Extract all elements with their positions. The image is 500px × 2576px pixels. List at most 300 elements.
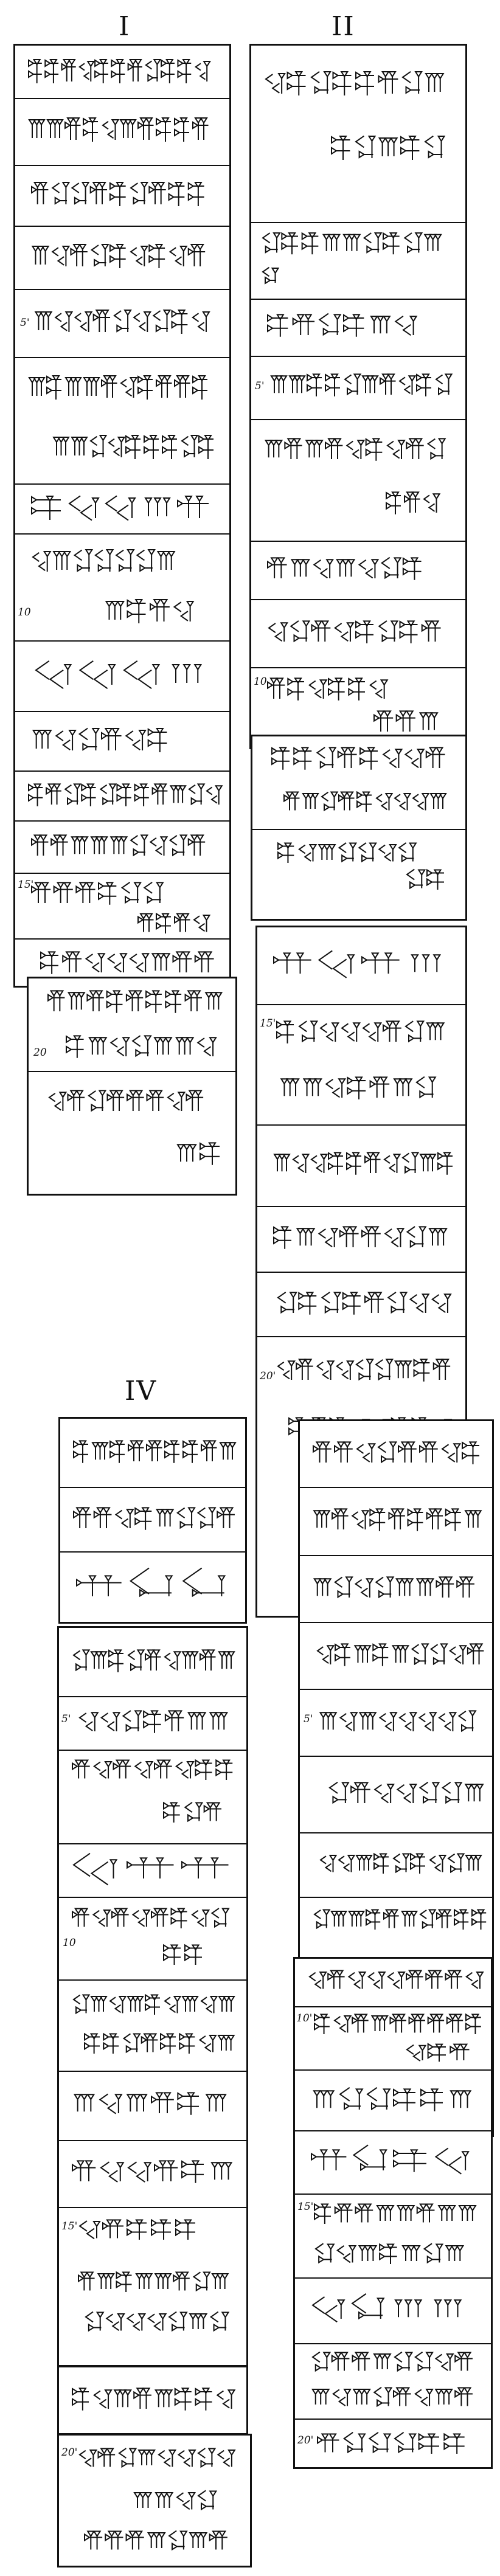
cuneiform-sign bbox=[369, 1972, 385, 1989]
cuneiform-sign bbox=[109, 437, 125, 457]
cuneiform-sign bbox=[74, 1508, 91, 1528]
line-row bbox=[300, 1421, 492, 1488]
cuneiform-sign bbox=[149, 244, 165, 268]
line-row bbox=[251, 541, 465, 600]
cuneiform-sign bbox=[134, 312, 150, 332]
cuneiform-sign-icon bbox=[30, 544, 176, 581]
cuneiform-sign bbox=[128, 2314, 145, 2331]
cuneiform-sign-icon bbox=[103, 594, 195, 631]
cuneiform-sign bbox=[117, 784, 131, 806]
cuneiform-sign bbox=[82, 784, 95, 806]
cuneiform-sign-icon bbox=[72, 1436, 237, 1470]
cuneiform-sign bbox=[135, 1508, 151, 1529]
cuneiform-sign bbox=[426, 1971, 442, 1989]
cuneiform-sign bbox=[328, 1971, 344, 1989]
cuneiform-sign bbox=[198, 1508, 215, 1528]
cuneiform-sign bbox=[165, 1996, 181, 2013]
cuneiform-sign bbox=[408, 1509, 423, 1531]
cuneiform-sign bbox=[311, 2150, 346, 2170]
cuneiform-sign bbox=[428, 2044, 446, 2062]
cuneiform-sign bbox=[210, 1712, 227, 1729]
cuneiform-sign bbox=[46, 784, 61, 805]
cuneiform-sign bbox=[349, 1972, 365, 1989]
cuneiform-sign bbox=[136, 2274, 152, 2289]
cuneiform-sign bbox=[146, 60, 160, 81]
cuneiform-sign bbox=[178, 1508, 195, 1528]
cuneiform-sign bbox=[394, 2089, 415, 2111]
cuneiform-sign-icon bbox=[312, 1572, 476, 1606]
cuneiform-sign bbox=[66, 378, 81, 396]
cuneiform-sign bbox=[127, 1090, 144, 1111]
line-row bbox=[295, 2193, 491, 2279]
cuneiform-sign bbox=[65, 784, 80, 805]
cuneiform-sign bbox=[374, 711, 393, 732]
cuneiform-sign-icon bbox=[175, 1138, 223, 1172]
cuneiform-sign bbox=[422, 621, 441, 642]
cuneiform-sign bbox=[316, 2243, 334, 2262]
cuneiform-sign bbox=[430, 1855, 446, 1872]
cuneiform-sign bbox=[314, 1579, 331, 1596]
cuneiform-sign bbox=[311, 1154, 327, 1173]
cuneiform-sign bbox=[122, 882, 141, 903]
cuneiform-sign bbox=[102, 729, 122, 750]
cuneiform-sign bbox=[428, 2015, 444, 2033]
cuneiform-sign bbox=[91, 1652, 106, 1669]
cuneiform-sign bbox=[272, 747, 290, 769]
cuneiform-sign bbox=[313, 2352, 330, 2371]
cuneiform-sign bbox=[332, 1509, 348, 1529]
cuneiform-sign bbox=[185, 1945, 202, 1965]
cuneiform-sign-icon bbox=[313, 2240, 465, 2270]
cuneiform-sign-icon bbox=[83, 2308, 229, 2338]
cuneiform-sign bbox=[324, 235, 340, 251]
cuneiform-sign bbox=[432, 1294, 451, 1313]
cuneiform-sign bbox=[437, 1910, 452, 1928]
cuneiform-sign bbox=[207, 786, 222, 805]
cuneiform-sign bbox=[397, 711, 415, 732]
cuneiform-sign bbox=[292, 559, 310, 576]
cuneiform-sign bbox=[388, 1292, 406, 1313]
cuneiform-sign bbox=[411, 1854, 425, 1874]
cuneiform-sign bbox=[299, 845, 316, 862]
cuneiform-sign bbox=[106, 2314, 124, 2331]
cuneiform-sign bbox=[168, 1092, 184, 1111]
cuneiform-sign bbox=[288, 72, 306, 95]
cuneiform-sign bbox=[186, 991, 202, 1011]
cuneiform-sign bbox=[72, 182, 88, 204]
cuneiform-sign bbox=[367, 2088, 390, 2110]
cuneiform-sign-icon bbox=[30, 723, 170, 760]
line-row bbox=[295, 2418, 491, 2471]
cuneiform-sign bbox=[156, 2390, 172, 2407]
cuneiform-sign bbox=[190, 2314, 206, 2329]
line-row bbox=[295, 1959, 491, 2007]
cuneiform-sign bbox=[69, 496, 99, 520]
cuneiform-sign bbox=[434, 1359, 450, 1380]
line-row bbox=[60, 1551, 245, 1626]
cuneiform-sign bbox=[127, 2220, 147, 2240]
cuneiform-sign bbox=[91, 182, 107, 204]
cuneiform-sign bbox=[116, 1509, 133, 1528]
cuneiform-sign bbox=[32, 182, 48, 204]
cuneiform-sign bbox=[127, 2094, 147, 2111]
cuneiform-sign bbox=[182, 435, 198, 457]
cuneiform-sign-icon bbox=[77, 1706, 229, 1740]
line-row bbox=[300, 1487, 492, 1556]
cuneiform-sign bbox=[420, 1442, 438, 1463]
line-number: 20' bbox=[61, 2446, 78, 2459]
cuneiform-sign bbox=[164, 1803, 180, 1823]
cuneiform-sign-icon bbox=[310, 2348, 474, 2378]
cuneiform-sign bbox=[86, 954, 105, 972]
column-title-iv: IV bbox=[125, 1376, 158, 1407]
cuneiform-sign bbox=[217, 1508, 235, 1528]
cuneiform-sign bbox=[398, 2206, 414, 2221]
cuneiform-sign bbox=[290, 376, 305, 393]
cuneiform-sign bbox=[190, 2533, 206, 2548]
cuneiform-sign bbox=[395, 316, 416, 336]
cuneiform-sign bbox=[200, 1650, 216, 1671]
cuneiform-sign bbox=[468, 1644, 484, 1664]
cuneiform-sign bbox=[133, 1910, 150, 1927]
cuneiform-sign bbox=[352, 2294, 384, 2319]
cuneiform-sign bbox=[340, 1227, 359, 1247]
cuneiform-sign bbox=[465, 1784, 483, 1801]
cuneiform-sign bbox=[106, 601, 124, 620]
line-row bbox=[295, 2130, 491, 2195]
cuneiform-sign bbox=[94, 1762, 111, 1779]
cuneiform-sign bbox=[72, 437, 87, 455]
cuneiform-sign bbox=[74, 1650, 89, 1671]
cuneiform-sign bbox=[465, 1511, 481, 1528]
cuneiform-sign bbox=[293, 1154, 309, 1173]
cuneiform-sign bbox=[266, 440, 282, 457]
line-row bbox=[59, 2140, 246, 2208]
cuneiform-sign-icon bbox=[330, 131, 446, 167]
cuneiform-sign bbox=[161, 60, 175, 83]
cuneiform-sign bbox=[322, 792, 338, 811]
cuneiform-sign bbox=[303, 794, 318, 809]
cuneiform-sign bbox=[130, 954, 148, 972]
cuneiform-sign bbox=[356, 621, 373, 643]
cuneiform-sign bbox=[414, 1359, 430, 1381]
line-row bbox=[252, 736, 465, 830]
cuneiform-sign bbox=[325, 374, 340, 396]
cuneiform-sign bbox=[395, 1361, 411, 1378]
cuneiform-sign bbox=[127, 1858, 174, 1878]
cuneiform-sign bbox=[134, 2493, 151, 2508]
cuneiform-sign bbox=[137, 550, 155, 572]
cuneiform-sign bbox=[374, 2387, 391, 2406]
cuneiform-sign bbox=[359, 843, 376, 862]
cuneiform-sign-icon bbox=[75, 1571, 234, 1605]
cuneiform-sign bbox=[397, 1784, 416, 1803]
cuneiform-sign bbox=[472, 1910, 486, 1930]
column-ii-upper-fragment bbox=[249, 44, 467, 749]
cuneiform-sign bbox=[151, 1909, 168, 1927]
cuneiform-sign bbox=[357, 1444, 375, 1463]
line-row bbox=[15, 820, 229, 874]
cuneiform-sign bbox=[204, 1803, 221, 1821]
cuneiform-sign bbox=[424, 494, 440, 513]
cuneiform-sign bbox=[94, 1508, 112, 1528]
cuneiform-sign bbox=[431, 794, 446, 809]
line-number: 5' bbox=[61, 1713, 71, 1725]
line-row bbox=[300, 1832, 492, 1898]
cuneiform-sign bbox=[378, 1442, 396, 1463]
cuneiform-sign bbox=[182, 1996, 198, 2012]
cuneiform-sign bbox=[395, 2352, 412, 2371]
cuneiform-sign-icon bbox=[310, 2084, 474, 2118]
cuneiform-sign bbox=[379, 845, 396, 862]
cuneiform-sign bbox=[360, 747, 378, 769]
cuneiform-sign bbox=[35, 312, 51, 330]
cuneiform-sign bbox=[395, 2432, 415, 2453]
cuneiform-sign bbox=[83, 118, 98, 142]
cuneiform-sign bbox=[328, 678, 345, 700]
cuneiform-sign bbox=[359, 2246, 377, 2261]
cuneiform-sign bbox=[363, 1023, 381, 1042]
cuneiform-sign bbox=[52, 182, 69, 204]
cuneiform-sign bbox=[322, 1292, 341, 1313]
cuneiform-sign bbox=[80, 661, 115, 688]
cuneiform-sign bbox=[201, 1996, 217, 2013]
cuneiform-sign bbox=[426, 74, 443, 92]
cuneiform-sign bbox=[200, 1143, 220, 1165]
cuneiform-sign bbox=[466, 1855, 481, 1871]
cuneiform-sign bbox=[409, 2015, 425, 2033]
cuneiform-sign-icon bbox=[40, 947, 216, 981]
cuneiform-sign bbox=[169, 182, 185, 206]
cuneiform-sign bbox=[196, 61, 210, 81]
line-row bbox=[60, 1487, 245, 1553]
line-row bbox=[295, 2343, 491, 2420]
cuneiform-sign bbox=[101, 2162, 123, 2182]
line-row bbox=[59, 1897, 246, 1981]
cuneiform-sign bbox=[304, 1079, 322, 1096]
cuneiform-sign-icon bbox=[273, 1148, 455, 1182]
cuneiform-sign-icon bbox=[71, 1990, 235, 2021]
cuneiform-sign bbox=[109, 1650, 123, 1672]
cuneiform-sign bbox=[370, 680, 387, 699]
cuneiform-sign bbox=[318, 1646, 333, 1664]
cuneiform-sign bbox=[162, 435, 177, 459]
cuneiform-sign bbox=[189, 784, 204, 805]
cuneiform-sign bbox=[297, 1228, 314, 1245]
cuneiform-sign bbox=[364, 233, 381, 252]
cuneiform-sign bbox=[145, 498, 170, 516]
cuneiform-sign bbox=[366, 1910, 380, 1930]
cuneiform-sign bbox=[107, 991, 123, 1013]
cuneiform-sign bbox=[435, 2300, 461, 2317]
cuneiform-sign bbox=[142, 2034, 158, 2052]
cuneiform-sign bbox=[108, 954, 127, 972]
cuneiform-sign bbox=[169, 2531, 187, 2550]
cuneiform-sign bbox=[99, 882, 116, 904]
cuneiform-sign bbox=[218, 2450, 235, 2467]
cuneiform-sign bbox=[398, 1442, 417, 1463]
cuneiform-sign-icon bbox=[33, 305, 210, 341]
cuneiform-sign bbox=[352, 1511, 368, 1529]
cuneiform-sign-icon bbox=[71, 2383, 235, 2417]
cuneiform-sign bbox=[128, 1441, 144, 1461]
cuneiform-sign bbox=[170, 246, 187, 266]
line-number: 15' bbox=[18, 879, 34, 891]
cuneiform-sign bbox=[263, 233, 280, 252]
cuneiform-sign-icon bbox=[277, 839, 417, 869]
cuneiform-sign bbox=[446, 2246, 463, 2261]
line-number: 15' bbox=[61, 2220, 78, 2232]
cuneiform-sign-icon bbox=[27, 113, 210, 149]
cuneiform-sign bbox=[369, 2432, 390, 2453]
cuneiform-sign bbox=[425, 2243, 443, 2262]
line-row bbox=[29, 978, 235, 1072]
cuneiform-sign bbox=[282, 233, 298, 254]
cuneiform-sign bbox=[467, 1972, 483, 1989]
line-row bbox=[257, 1124, 465, 1207]
line-row bbox=[59, 2071, 246, 2141]
cuneiform-sign bbox=[78, 2273, 95, 2291]
cuneiform-sign bbox=[342, 1023, 359, 1042]
cuneiform-sign bbox=[325, 438, 342, 459]
cuneiform-sign bbox=[437, 1577, 454, 1598]
line-row bbox=[59, 2207, 246, 2369]
cuneiform-sign bbox=[148, 729, 167, 752]
cuneiform-sign bbox=[155, 1037, 172, 1054]
cuneiform-sign bbox=[380, 138, 397, 156]
cuneiform-sign bbox=[128, 1650, 144, 1671]
cuneiform-sign bbox=[151, 2220, 171, 2240]
cuneiform-sign bbox=[85, 2532, 102, 2550]
cuneiform-sign bbox=[69, 992, 85, 1009]
cuneiform-sign bbox=[446, 1971, 462, 1989]
cuneiform-sign bbox=[77, 1576, 122, 1596]
line-number: 20' bbox=[260, 1370, 276, 1382]
cuneiform-sign bbox=[157, 1509, 173, 1526]
cuneiform-sign bbox=[436, 2354, 453, 2371]
cuneiform-sign bbox=[360, 1712, 376, 1729]
column-iv-final-fragment bbox=[57, 2434, 252, 2567]
cuneiform-sign bbox=[153, 954, 170, 971]
cuneiform-sign bbox=[111, 1037, 129, 1056]
cuneiform-sign bbox=[393, 1646, 409, 1663]
cuneiform-sign bbox=[365, 1292, 384, 1313]
cuneiform-sign bbox=[380, 374, 396, 395]
cuneiform-sign bbox=[313, 2297, 344, 2322]
cuneiform-sign bbox=[291, 621, 309, 642]
line-number: 5' bbox=[20, 317, 30, 329]
cuneiform-sign-icon bbox=[77, 2444, 235, 2474]
column-iv-upper-fragment bbox=[58, 1417, 247, 1624]
cuneiform-sign bbox=[314, 2204, 331, 2225]
cuneiform-sign bbox=[343, 1292, 361, 1314]
cuneiform-sign bbox=[91, 837, 107, 854]
cuneiform-sign bbox=[198, 2448, 215, 2467]
cuneiform-sign bbox=[356, 1359, 373, 1380]
cuneiform-sign-icon bbox=[27, 54, 210, 91]
cuneiform-sign bbox=[169, 2312, 187, 2331]
line-row bbox=[300, 1555, 492, 1623]
cuneiform-sign bbox=[56, 730, 75, 750]
line-number: 10 bbox=[18, 606, 31, 618]
cuneiform-sign bbox=[206, 992, 221, 1009]
cuneiform-sign-icon bbox=[310, 2383, 474, 2414]
cuneiform-sign bbox=[415, 2352, 432, 2371]
cuneiform-sign bbox=[330, 1782, 349, 1803]
cuneiform-sign bbox=[85, 2034, 100, 2054]
cuneiform-sign bbox=[121, 378, 137, 398]
cuneiform-sign bbox=[407, 869, 425, 888]
line-row bbox=[251, 222, 465, 300]
cuneiform-sign bbox=[172, 1909, 187, 1929]
cuneiform-sign bbox=[173, 2273, 190, 2291]
cuneiform-sign bbox=[86, 2312, 103, 2331]
cuneiform-sign bbox=[199, 435, 214, 459]
cuneiform-sign bbox=[179, 2034, 195, 2054]
cuneiform-sign bbox=[80, 2221, 100, 2238]
cuneiform-sign bbox=[400, 376, 415, 395]
cuneiform-sign bbox=[144, 1711, 161, 1733]
cuneiform-sign bbox=[335, 623, 353, 642]
cuneiform-sign bbox=[145, 1650, 161, 1671]
cuneiform-sign bbox=[94, 1910, 110, 1927]
cuneiform-sign-icon bbox=[316, 2429, 468, 2460]
cuneiform-sign-icon bbox=[283, 788, 447, 818]
line-row bbox=[300, 1689, 492, 1757]
cuneiform-sign-icon bbox=[137, 909, 210, 940]
cuneiform-sign bbox=[349, 1911, 364, 1927]
cuneiform-sign bbox=[457, 1577, 474, 1598]
cuneiform-sign bbox=[451, 2091, 471, 2108]
cuneiform-sign bbox=[102, 1712, 120, 1731]
cuneiform-sign bbox=[29, 784, 43, 806]
cuneiform-sign-icon bbox=[266, 673, 388, 707]
cuneiform-sign bbox=[450, 2045, 469, 2060]
line-row bbox=[295, 2277, 491, 2344]
cuneiform-sign-icon bbox=[77, 2268, 229, 2298]
cuneiform-sign bbox=[328, 1152, 343, 1174]
cuneiform-sign-icon bbox=[276, 1354, 452, 1388]
cuneiform-sign-icon bbox=[266, 616, 443, 650]
cuneiform-sign bbox=[106, 496, 135, 520]
line-row bbox=[257, 1004, 465, 1126]
cuneiform-sign bbox=[47, 376, 61, 400]
cuneiform-sign bbox=[326, 1079, 345, 1098]
column-title-ii: II bbox=[332, 11, 355, 42]
cuneiform-sign bbox=[33, 730, 51, 749]
cuneiform-sign bbox=[274, 953, 311, 974]
cuneiform-sign bbox=[345, 374, 361, 395]
cuneiform-sign bbox=[55, 312, 72, 332]
cuneiform-sign bbox=[379, 72, 398, 94]
cuneiform-sign bbox=[420, 1782, 439, 1803]
cuneiform-sign bbox=[427, 1509, 443, 1529]
cuneiform-sign bbox=[218, 2035, 234, 2051]
cuneiform-sign bbox=[462, 1442, 479, 1464]
cuneiform-sign bbox=[415, 2389, 432, 2406]
cuneiform-sign bbox=[103, 2220, 123, 2238]
line-number: 20' bbox=[297, 2434, 314, 2446]
cuneiform-sign bbox=[194, 915, 210, 932]
cuneiform-sign bbox=[425, 136, 445, 158]
cuneiform-sign-icon bbox=[30, 830, 207, 864]
cuneiform-sign bbox=[175, 914, 190, 932]
cuneiform-sign bbox=[128, 1996, 143, 2012]
column-iii-lower-fragment bbox=[293, 1957, 493, 2469]
cuneiform-sign bbox=[127, 2532, 144, 2550]
cuneiform-sign bbox=[32, 882, 50, 903]
cuneiform-sign bbox=[347, 1077, 366, 1099]
